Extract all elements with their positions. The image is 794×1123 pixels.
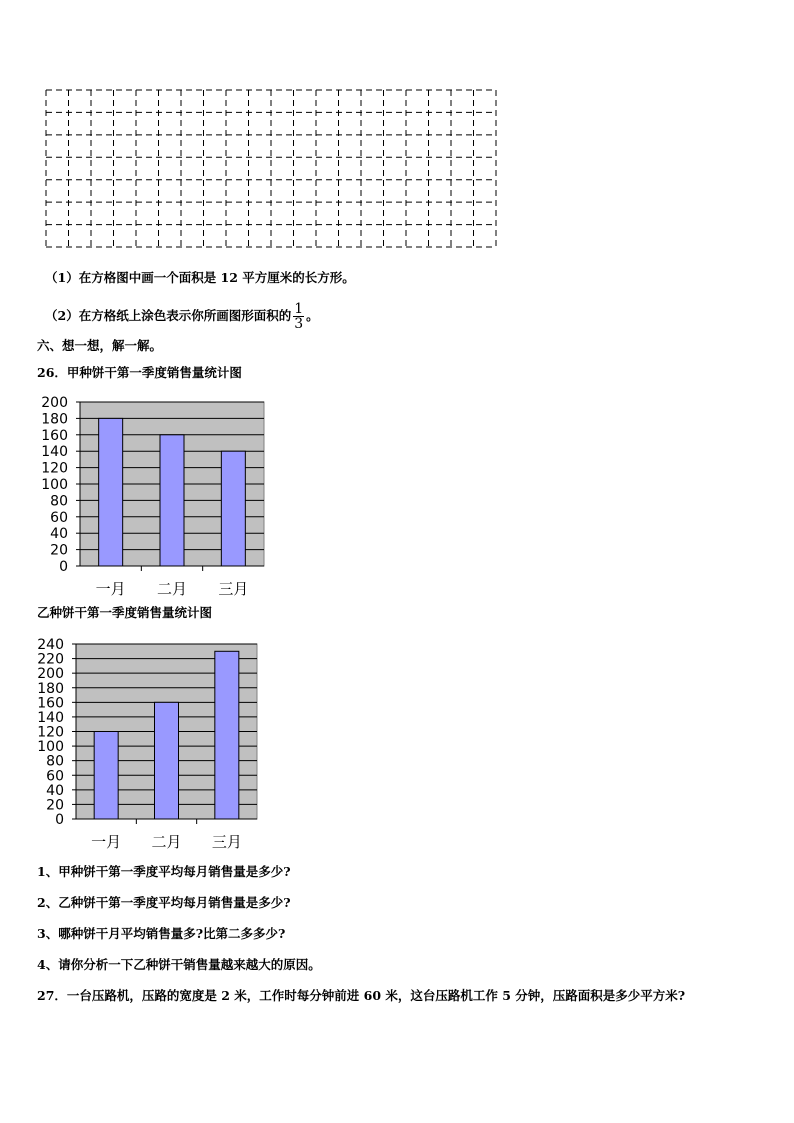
sub-question-1: 1、甲种饼干第一季度平均每月销售量是多少? [37, 864, 291, 879]
section-6-heading: 六、想一想，解一解。 [37, 338, 163, 353]
chart-2-title: 乙种饼干第一季度销售量统计图 [37, 605, 213, 620]
y-tick-label: 220 [37, 651, 64, 668]
y-tick-label: 180 [37, 680, 64, 697]
y-tick-label: 140 [37, 709, 64, 726]
sub-question-2: 2、乙种饼干第一季度平均每月销售量是多少? [37, 895, 291, 910]
x-tick-label: 一月 [95, 580, 126, 598]
chart-2 [30, 634, 290, 854]
bar-3 [215, 651, 239, 819]
y-tick-label: 140 [41, 444, 68, 461]
x-tick-label: 一月 [91, 833, 122, 851]
y-tick-label: 40 [50, 526, 68, 543]
fraction-denominator: 3 [294, 315, 304, 332]
y-tick-label: 200 [37, 666, 64, 683]
x-tick-label: 二月 [156, 580, 188, 598]
bar-1 [99, 418, 123, 566]
y-tick-label: 80 [46, 753, 64, 770]
bar-2 [155, 702, 179, 819]
bar-3 [221, 451, 245, 566]
x-tick-label: 二月 [151, 833, 182, 851]
y-tick-label: 120 [41, 460, 68, 477]
fraction [293, 302, 304, 331]
y-tick-label: 60 [46, 768, 64, 785]
y-tick-label: 100 [37, 739, 64, 756]
y-tick-label: 0 [59, 559, 68, 575]
y-tick-label: 60 [50, 509, 68, 526]
y-tick-label: 240 [37, 637, 64, 653]
x-tick-label: 三月 [211, 833, 242, 851]
question-2 [45, 297, 319, 335]
y-tick-label: 20 [46, 797, 64, 814]
sub-question-4: 4、请你分析一下乙种饼干销售量越来越大的原因。 [37, 957, 321, 972]
y-tick-label: 120 [37, 724, 64, 741]
sub-question-3: 3、哪种饼干月平均销售量多?比第二多多少? [37, 926, 286, 941]
chart-1 [30, 393, 290, 605]
y-tick-label: 20 [50, 542, 68, 559]
y-tick-label: 160 [41, 427, 68, 444]
y-tick-label: 40 [46, 782, 64, 799]
question-1-text: （1）在方格图中画一个面积是 12 平方厘米的长方形。 [45, 270, 355, 285]
question-2-prefix: （2）在方格纸上涂色表示你所画图形面积的 [45, 308, 292, 323]
y-tick-label: 200 [41, 395, 68, 411]
grid-svg [45, 89, 497, 249]
y-tick-label: 0 [55, 812, 64, 828]
bar-1 [94, 732, 118, 820]
question-2-suffix: 。 [306, 308, 319, 323]
y-tick-label: 160 [37, 695, 64, 712]
x-tick-label: 三月 [218, 580, 249, 598]
bar-2 [160, 435, 184, 566]
square-grid-paper [45, 89, 497, 253]
fraction-numerator: 1 [294, 300, 304, 317]
y-tick-label: 100 [41, 477, 68, 493]
chart-1-title: 26．甲种饼干第一季度销售量统计图 [37, 365, 242, 380]
y-tick-label: 180 [41, 411, 68, 428]
y-tick-label: 80 [50, 493, 68, 510]
question-27-text: 27．一台压路机，压路的宽度是 2 米，工作时每分钟前进 60 米，这台压路机工作 5 分钟，压路面积是多少平方米? [37, 988, 686, 1003]
